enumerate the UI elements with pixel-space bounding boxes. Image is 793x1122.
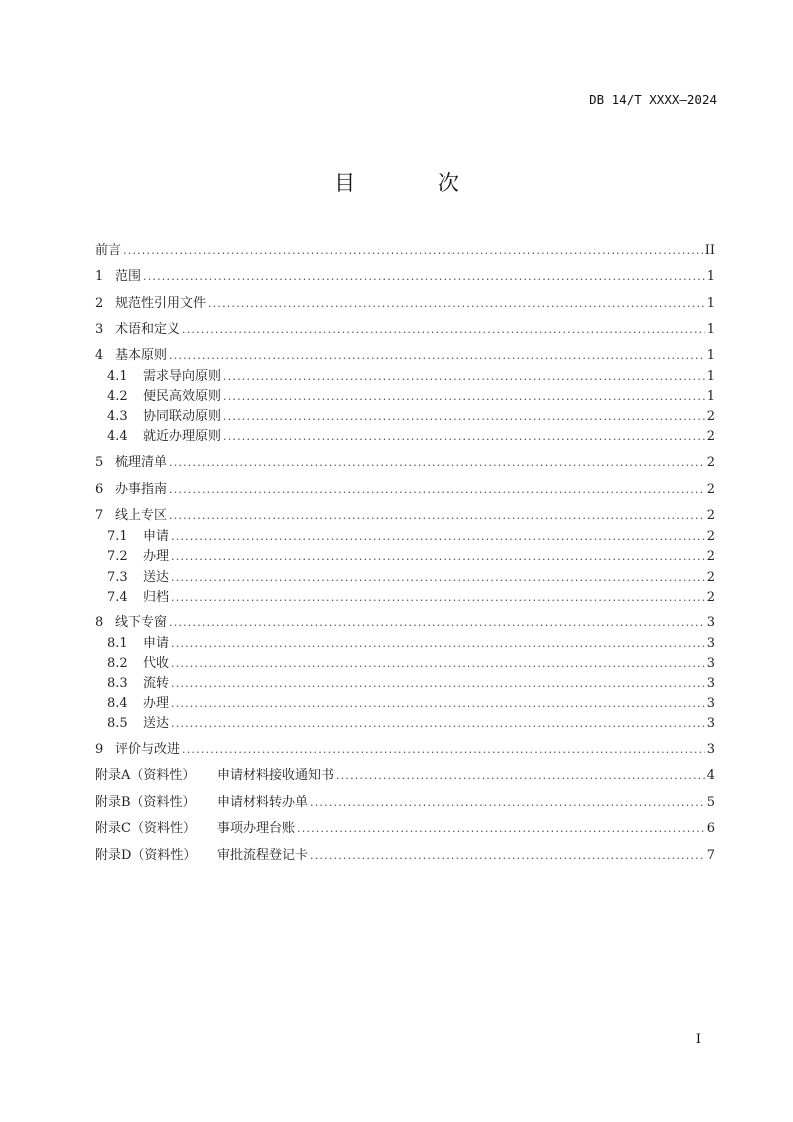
toc-entry-page: 3 [706, 742, 715, 757]
toc-entry[interactable] [95, 389, 715, 405]
toc-entry-page: 2 [706, 455, 715, 470]
toc-entry-title: 申请 [143, 529, 170, 544]
toc-entry[interactable] [95, 529, 715, 545]
toc-entry-page: 1 [706, 389, 715, 404]
toc-entry-page: 2 [706, 508, 715, 523]
toc-entry[interactable] [95, 409, 715, 425]
toc-leader-dots [171, 656, 705, 672]
toc-leader-dots [171, 716, 705, 732]
toc-entry-number: 4.3 [107, 409, 128, 424]
toc-entry[interactable] [95, 296, 715, 312]
toc-leader-dots [223, 429, 705, 445]
toc-leader-dots [336, 768, 705, 784]
toc-entry-page: 2 [706, 429, 715, 444]
toc-entry-page: 2 [706, 570, 715, 585]
toc-entry-number: 7.4 [107, 590, 128, 605]
toc-entry-page: 4 [706, 768, 715, 783]
toc-entry-title: 申请 [143, 636, 170, 651]
toc-entry-title: 梳理清单 [115, 455, 168, 470]
toc-entry-number: 2 [95, 296, 104, 311]
toc-entry-page: 2 [706, 590, 715, 605]
toc-entry-title: 基本原则 [115, 348, 168, 363]
toc-entry[interactable] [95, 795, 715, 811]
toc-entry-page: 1 [706, 296, 715, 311]
toc-entry[interactable] [95, 322, 715, 338]
toc-entry-number: 4.4 [107, 429, 128, 444]
toc-leader-dots [223, 389, 705, 405]
toc-entry-page: 2 [706, 409, 715, 424]
toc-leader-dots [297, 821, 705, 837]
toc-entry-number: 8.5 [107, 716, 128, 731]
toc-entry[interactable] [95, 369, 715, 385]
toc-entry-title: 协同联动原则 [143, 409, 222, 424]
toc-entry-title: 范围 [115, 269, 142, 284]
toc-entry-number: 7.3 [107, 570, 128, 585]
toc-entry-page: 2 [706, 529, 715, 544]
toc-entry[interactable] [95, 269, 715, 285]
toc-entry[interactable] [95, 768, 715, 784]
toc-leader-dots [223, 369, 705, 385]
toc-entry[interactable] [95, 243, 715, 259]
toc-entry[interactable] [95, 696, 715, 712]
toc-leader-dots [171, 570, 705, 586]
toc-entry-page: 6 [706, 821, 715, 836]
toc-leader-dots [171, 590, 705, 606]
toc-entry-title: 申请材料转办单 [217, 795, 309, 810]
toc-entry-title: 归档 [143, 590, 170, 605]
toc-entry[interactable] [95, 348, 715, 364]
toc-entry-page: 3 [706, 615, 715, 630]
toc-entry-number: 8.3 [107, 676, 128, 691]
toc-entry-title: 送达 [143, 716, 170, 731]
toc-leader-dots [171, 636, 705, 652]
toc-entry[interactable] [95, 716, 715, 732]
toc-entry-page: 1 [706, 348, 715, 363]
toc-entry[interactable] [95, 848, 715, 864]
toc-entry-title: 前言 [95, 243, 122, 258]
toc-entry-title: 代收 [143, 656, 170, 671]
toc-entry-title: 审批流程登记卡 [217, 848, 309, 863]
toc-entry[interactable] [95, 455, 715, 471]
toc-entry-number: 4.1 [107, 369, 128, 384]
document-code: DB 14/T XXXX—2024 [589, 92, 717, 107]
toc-entry-number: 7 [95, 508, 104, 523]
toc-entry-number: 7.2 [107, 549, 128, 564]
toc-entry-number: 附录C（资料性） [95, 821, 196, 836]
toc-entry-title: 线下专窗 [115, 615, 168, 630]
toc-entry-title: 便民高效原则 [143, 389, 222, 404]
toc-entry[interactable] [95, 570, 715, 586]
toc-leader-dots [182, 322, 705, 338]
toc-entry[interactable] [95, 590, 715, 606]
toc-leader-dots [123, 243, 703, 259]
toc-entry-number: 6 [95, 482, 104, 497]
toc-entry-number: 7.1 [107, 529, 128, 544]
toc-entry-number: 3 [95, 322, 104, 337]
toc-leader-dots [169, 482, 705, 498]
toc-entry-number: 5 [95, 455, 104, 470]
toc-entry-page: 3 [706, 676, 715, 691]
toc-entry-page: II [704, 243, 715, 258]
toc-entry-title: 需求导向原则 [143, 369, 222, 384]
toc-entry-title: 就近办理原则 [143, 429, 222, 444]
toc-leader-dots [310, 795, 705, 811]
toc-leader-dots [169, 508, 705, 524]
toc-leader-dots [208, 296, 705, 312]
toc-entry-title: 规范性引用文件 [115, 296, 207, 311]
toc-entry-number: 8.2 [107, 656, 128, 671]
page-number: I [695, 1032, 701, 1047]
toc-entry-page: 3 [706, 716, 715, 731]
toc-entry-title: 评价与改进 [115, 742, 181, 757]
toc-leader-dots [223, 409, 705, 425]
toc-entry-title: 术语和定义 [115, 322, 181, 337]
toc-leader-dots [169, 455, 705, 471]
toc-leader-dots [171, 529, 705, 545]
toc-entry-page: 2 [706, 482, 715, 497]
toc-entry-title: 办理 [143, 696, 170, 711]
toc-entry[interactable] [95, 821, 715, 837]
toc-entry[interactable] [95, 656, 715, 672]
toc-leader-dots [143, 269, 705, 285]
toc-entry-title: 办事指南 [115, 482, 168, 497]
toc-title: 目 次 [334, 171, 497, 195]
toc-leader-dots [169, 615, 705, 631]
toc-entry[interactable] [95, 549, 715, 565]
toc-entry-page: 2 [706, 549, 715, 564]
toc-entry-number: 附录D（资料性） [95, 848, 197, 863]
toc-entry-page: 5 [706, 795, 715, 810]
toc-leader-dots [171, 696, 705, 712]
toc-entry-number: 9 [95, 742, 104, 757]
toc-entry-page: 1 [706, 369, 715, 384]
toc-entry-title: 流转 [143, 676, 170, 691]
toc-leader-dots [310, 848, 705, 864]
toc-entry-title: 送达 [143, 570, 170, 585]
toc-entry[interactable] [95, 742, 715, 758]
toc-entry-number: 附录A（资料性） [95, 768, 196, 783]
toc-entry-page: 3 [706, 696, 715, 711]
toc-entry-number: 8 [95, 615, 104, 630]
toc-entry-page: 3 [706, 656, 715, 671]
toc-entry-title: 办理 [143, 549, 170, 564]
toc-entry-number: 4 [95, 348, 104, 363]
toc-entry-page: 7 [706, 848, 715, 863]
toc-entry-number: 8.4 [107, 696, 128, 711]
toc-leader-dots [169, 348, 705, 364]
toc-entry-number: 4.2 [107, 389, 128, 404]
toc-entry[interactable] [95, 429, 715, 445]
toc-entry[interactable] [95, 508, 715, 524]
toc-leader-dots [171, 676, 705, 692]
toc-entry-title: 申请材料接收通知书 [217, 768, 335, 783]
toc-entry-title: 线上专区 [115, 508, 168, 523]
toc-entry[interactable] [95, 482, 715, 498]
toc-entry-number: 8.1 [107, 636, 128, 651]
toc-entry[interactable] [95, 676, 715, 692]
toc-entry[interactable] [95, 615, 715, 631]
toc-leader-dots [182, 742, 705, 758]
toc-entry-number: 附录B（资料性） [95, 795, 196, 810]
toc-entry-number: 1 [95, 269, 104, 284]
toc-leader-dots [171, 549, 705, 565]
toc-entry[interactable] [95, 636, 715, 652]
toc-entry-page: 3 [706, 636, 715, 651]
toc-entry-title: 事项办理台账 [217, 821, 296, 836]
toc-entry-page: 1 [706, 269, 715, 284]
toc-entry-page: 1 [706, 322, 715, 337]
